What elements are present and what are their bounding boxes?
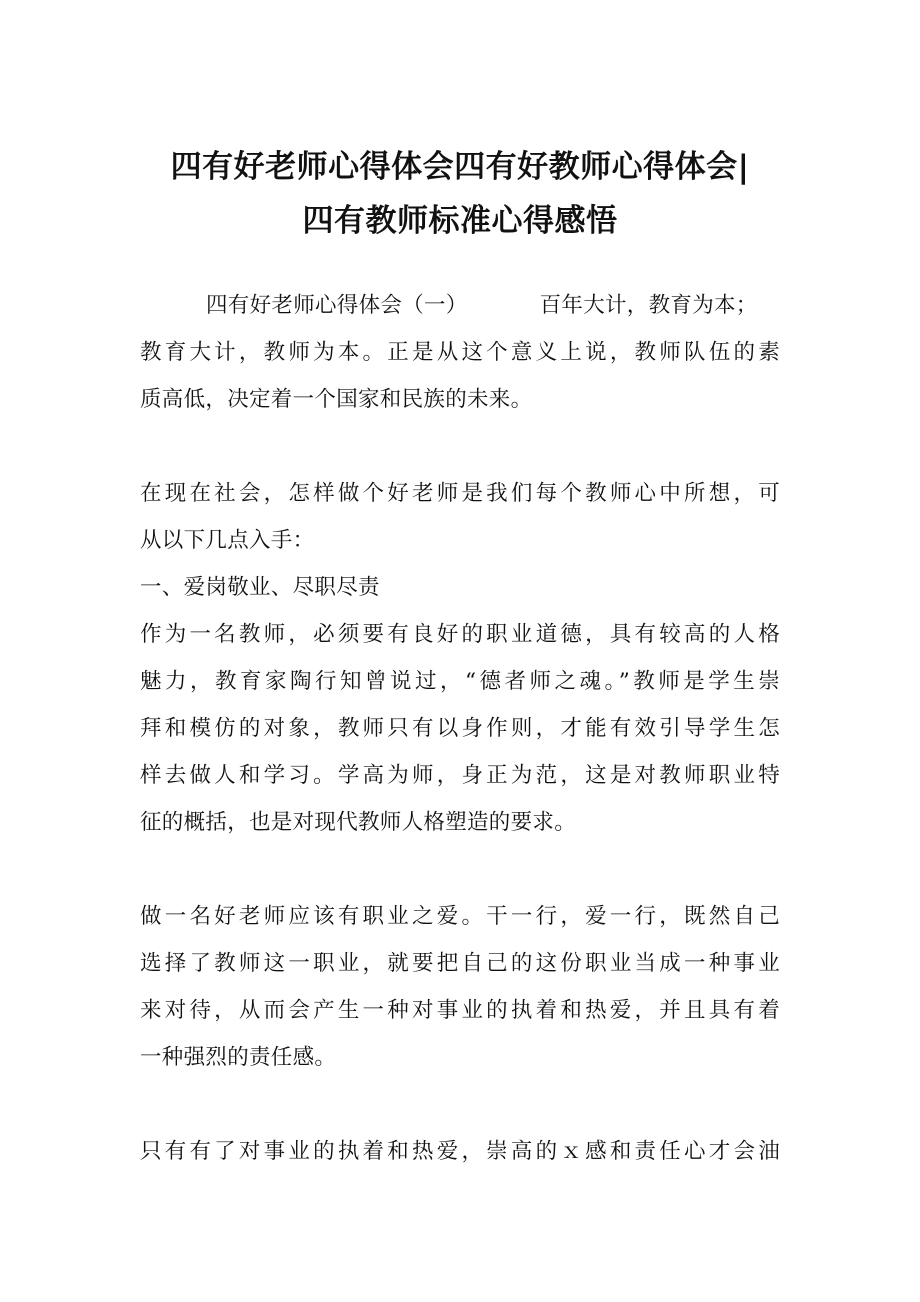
paragraph-spacer [140,423,780,470]
paragraph-spacer [140,846,780,893]
paragraph-2-line-3: 拜和模仿的对象，教师只有以身作则，才能有效引导学生怎 [140,716,780,741]
intro-first-sentence: 百年大计，教育为本； [539,293,758,318]
paragraph-3-line-4: 一种强烈的责任感。 [140,1045,337,1070]
intro-heading: 四有好老师心得体会（一） [206,293,468,318]
section-1-heading: 一、爱岗敬业、尽职尽责 [140,575,380,600]
title-line-2: 四有教师标准心得感悟 [302,203,618,239]
paragraph-2-line-4: 样去做人和学习。学高为师，身正为范，这是对教师职业特 [140,763,780,788]
intro-paragraph-line-1 [140,282,780,329]
paragraph-2-line-5: 征的概括，也是对现代教师人格塑造的要求。 [140,810,577,835]
paragraph-3-line-3: 来对待，从而会产生一种对事业的执着和热爱，并且具有着 [140,998,780,1023]
paragraph-3-line-1: 做一名好老师应该有职业之爱。干一行，爱一行，既然自己 [140,904,780,929]
paragraph-2-line-2: 魅力，教育家陶行知曾说过，“德者师之魂。”教师是学生崇 [140,669,780,694]
paragraph-3-line-2: 选择了教师这一职业，就要把自己的这份职业当成一种事业 [140,951,780,976]
intro-paragraph-line-3: 质高低，决定着一个国家和民族的未来。 [140,387,533,412]
paragraph-2-line-1: 作为一名教师，必须要有良好的职业道德，具有较高的人格 [140,622,780,647]
paragraph-1-line-1: 在现在社会，怎样做个好老师是我们每个教师心中所想，可 [140,481,780,506]
intro-paragraph-line-2: 教育大计，教师为本。正是从这个意义上说，教师队伍的素 [140,340,780,365]
paragraph-4-line-1: 只有有了对事业的执着和热爱，崇高的ｘ感和责任心才会油 [140,1139,780,1164]
paragraph-spacer [140,1081,780,1128]
paragraph-1-line-2: 从以下几点入手： [140,528,315,553]
title-line-1: 四有好老师心得体会四有好教师心得体会| [170,149,750,185]
page-title [120,140,800,248]
document-body [140,282,780,1175]
